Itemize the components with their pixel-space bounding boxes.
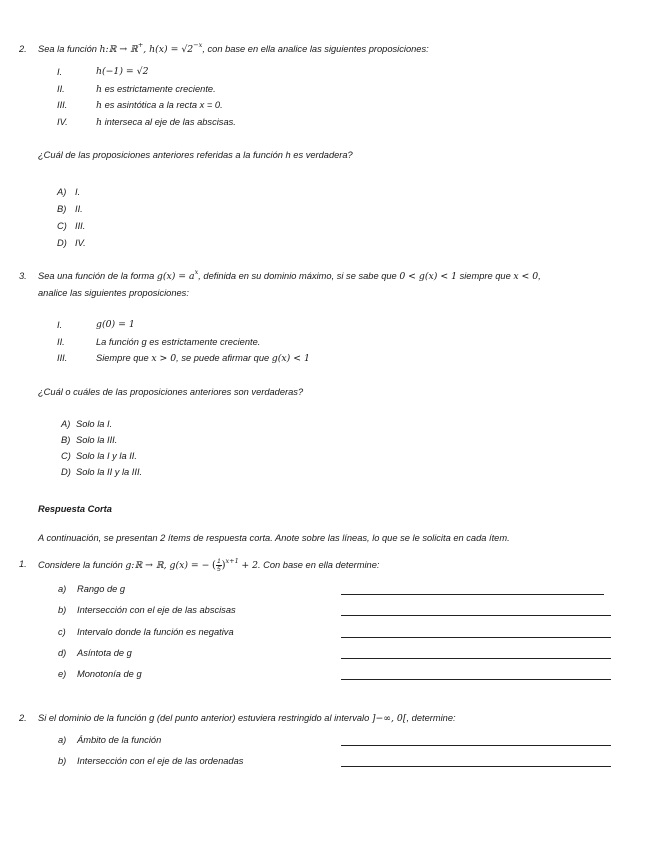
- prop-text: [96, 83, 216, 96]
- option-text: Solo la I y la II.: [76, 451, 137, 461]
- prop-text: [96, 116, 236, 129]
- prop-roman: II.: [57, 84, 65, 94]
- option-letter: B): [61, 435, 71, 445]
- question-text: ¿Cuál de las proposiciones anteriores referidas a la función h es verdadera?: [38, 150, 353, 160]
- answer-line[interactable]: [341, 615, 611, 616]
- intro-line-2: analice las siguientes proposiciones:: [38, 288, 189, 298]
- prop-text: [96, 99, 223, 112]
- intro-text-mid2: siempre que: [459, 271, 511, 281]
- prop-roman: IV.: [57, 117, 68, 127]
- function-definition: g:ℝ → ℝ, g(x) = −: [125, 559, 210, 571]
- answer-line[interactable]: [341, 637, 611, 638]
- prop-text: [96, 352, 310, 365]
- item-letter: a): [58, 584, 67, 594]
- item-intro-end: , determine:: [406, 713, 456, 723]
- item-number: 2.: [19, 713, 27, 723]
- prop-text-rest: es estrictamente creciente.: [102, 84, 216, 94]
- item-text: Ámbito de la función: [77, 735, 162, 745]
- option-text: III.: [75, 221, 86, 231]
- item-text: Monotonía de g: [77, 669, 142, 679]
- fraction-denominator: 5: [216, 566, 221, 573]
- function-name: h:ℝ → ℝ: [99, 44, 138, 55]
- option-letter: B): [57, 204, 67, 214]
- item-text: Intersección con el eje de las abscisas: [77, 605, 236, 615]
- option-text: Solo la II y la III.: [76, 467, 143, 477]
- question-intro: [38, 267, 541, 283]
- option-letter: D): [61, 467, 71, 477]
- item-letter: b): [58, 605, 67, 615]
- answer-line[interactable]: [341, 658, 611, 659]
- option-letter: D): [57, 238, 67, 248]
- section-heading: Respuesta Corta: [38, 504, 112, 514]
- item-letter: c): [58, 627, 66, 637]
- prop-roman: I.: [57, 67, 63, 77]
- function-definition: , h(x) = √2: [143, 44, 194, 55]
- function-expr: g(x) = a: [156, 271, 195, 282]
- item-letter: a): [58, 735, 67, 745]
- item-text: Rango de g: [77, 584, 126, 594]
- intro-end: ,: [538, 271, 541, 281]
- option-text: I.: [75, 187, 81, 197]
- prop-text: La función g es estrictamente creciente.: [96, 337, 261, 347]
- item-text: Intervalo donde la función es negativa: [77, 627, 234, 637]
- question-text: ¿Cuál o cuáles de las proposiciones anteriores son verdaderas?: [38, 387, 304, 397]
- intro-text-mid: , definida en su dominio máximo, si se sabe que: [198, 271, 397, 281]
- prop-text: g(0) = 1: [96, 319, 135, 330]
- condition: 0 < g(x) < 1: [399, 271, 457, 282]
- prop-roman: III.: [57, 100, 68, 110]
- option-letter: A): [57, 187, 67, 197]
- math-var: h: [96, 84, 102, 95]
- paren-right: ): [221, 559, 226, 571]
- item-intro: [38, 712, 456, 725]
- prop-roman: III.: [57, 353, 68, 363]
- answer-line[interactable]: [341, 766, 611, 767]
- prop-text-pre: Siempre que: [96, 353, 149, 363]
- option-text: IV.: [75, 238, 86, 248]
- item-intro-text: Considere la función: [38, 559, 123, 570]
- fraction-numerator: 1: [216, 558, 221, 565]
- answer-line[interactable]: [341, 594, 604, 595]
- option-text: Solo la III.: [76, 435, 118, 445]
- answer-line[interactable]: [341, 679, 611, 680]
- option-letter: C): [61, 451, 71, 461]
- math-var: h: [96, 100, 102, 111]
- prop-text-mid: , se puede afirmar que: [176, 353, 270, 363]
- paren-left: (: [212, 559, 216, 571]
- function-definition: [156, 267, 199, 282]
- item-text: Intersección con el eje de las ordenadas: [77, 756, 244, 766]
- option-letter: C): [57, 221, 67, 231]
- option-text: II.: [75, 204, 83, 214]
- prop-text-rest: es asintótica a la recta x = 0.: [102, 100, 223, 110]
- question-number: 2.: [19, 44, 27, 54]
- item-letter: e): [58, 669, 67, 679]
- interval: ]−∞, 0[: [371, 713, 407, 724]
- exponent: −x: [193, 40, 203, 49]
- question-number: 3.: [19, 271, 27, 281]
- math-var: h: [96, 117, 102, 128]
- item-text: Asíntota de g: [77, 648, 132, 658]
- function-domain: [99, 40, 203, 55]
- item-intro: [38, 558, 379, 573]
- intro-text: Sea una función de la forma: [38, 271, 155, 281]
- exponent: x+1: [225, 556, 239, 565]
- item-letter: b): [58, 756, 67, 766]
- option-letter: A): [61, 419, 71, 429]
- item-intro-text: Si el dominio de la función g (del punto anterior) estuviera restringido al intervalo: [38, 713, 370, 723]
- item-number: 1.: [19, 559, 27, 569]
- math-expr-2: g(x) < 1: [271, 353, 310, 364]
- answer-line[interactable]: [341, 745, 611, 746]
- section-instructions: A continuación, se presentan 2 ítems de respuesta corta. Anote sobre las líneas, lo que se le solicita en cada ítem.: [38, 533, 510, 543]
- question-intro: [38, 40, 429, 56]
- math-expr: x > 0: [151, 353, 177, 364]
- option-text: Solo la I.: [76, 419, 113, 429]
- intro-text: Sea la función: [38, 44, 97, 54]
- prop-text: h(−1) = √2: [96, 66, 149, 77]
- intro-text-end: , con base en ella analice las siguientes proposiciones:: [202, 44, 429, 54]
- prop-roman: II.: [57, 337, 65, 347]
- superscript: +: [137, 40, 144, 49]
- prop-roman: I.: [57, 320, 63, 330]
- prop-text-rest: interseca al eje de las abscisas.: [102, 117, 236, 127]
- item-intro-end: . Con base en ella determine:: [258, 559, 380, 570]
- condition-2: x < 0: [513, 271, 539, 282]
- exponent: x: [194, 267, 199, 276]
- function-tail: + 2: [241, 559, 258, 571]
- item-letter: d): [58, 648, 67, 658]
